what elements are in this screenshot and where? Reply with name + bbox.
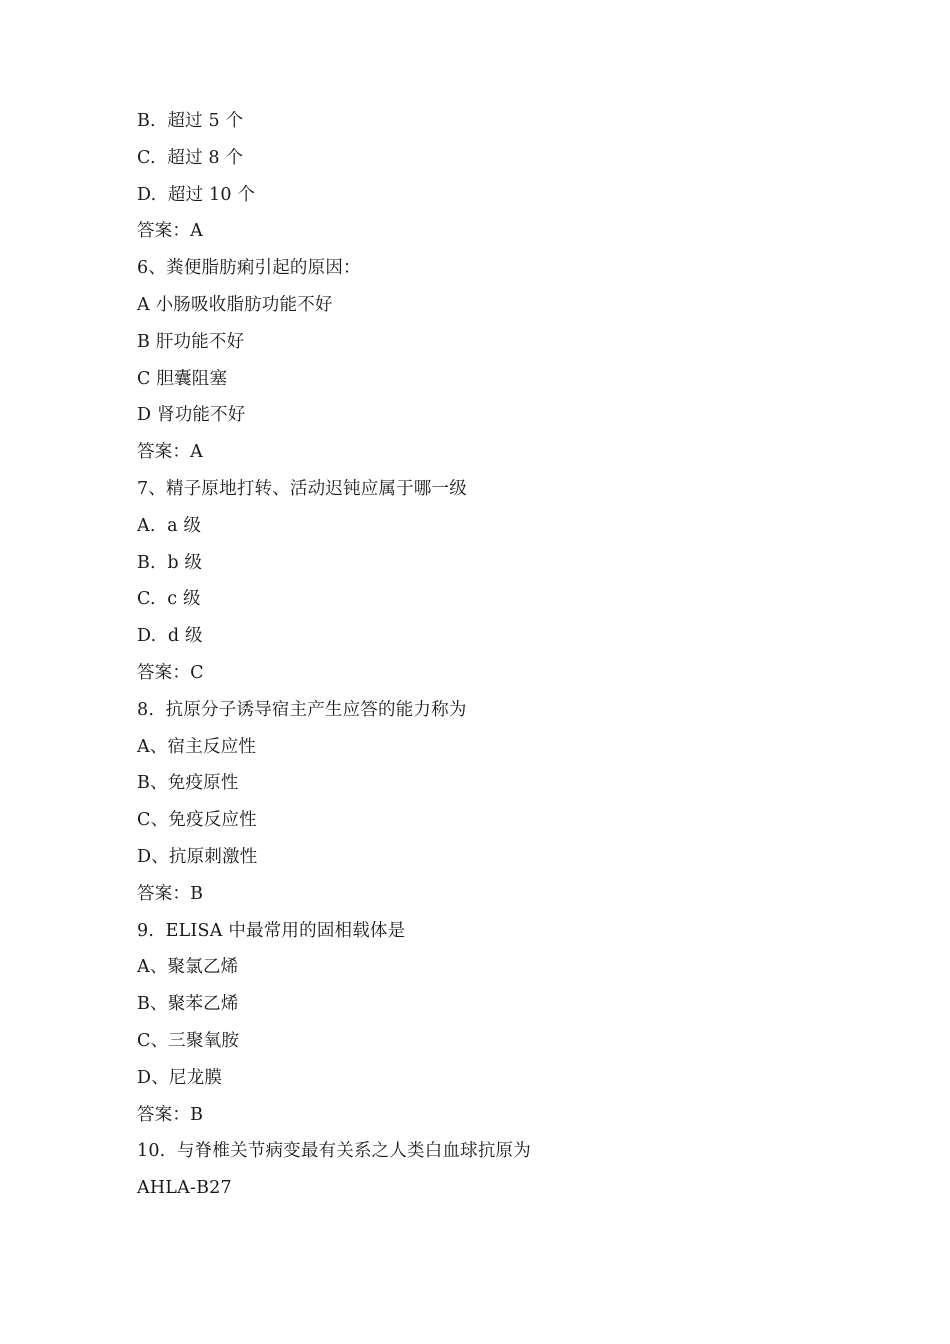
- option-c-q8: C、免疫反应性: [137, 810, 257, 831]
- option-b-q6: B 肝功能不好: [137, 331, 245, 352]
- option-c-q5: C. 超过 8 个: [137, 147, 244, 168]
- question-list: [137, 107, 837, 1211]
- question-7: 7、精子原地打转、活动迟钝应属于哪一级: [137, 478, 467, 499]
- option-a-q6: A 小肠吸收脂肪功能不好: [137, 294, 333, 315]
- option-b-q5: B. 超过 5 个: [137, 111, 244, 131]
- option-a-q7: A. a 级: [137, 515, 202, 536]
- question-6: 6、粪便脂肪痢引起的原因：: [137, 258, 361, 279]
- question-9: 9. ELISA 中最常用的固相载体是: [137, 920, 406, 941]
- option-a-q10: AHLA-B27: [137, 1178, 232, 1199]
- answer-q8: 答案：B: [137, 883, 204, 904]
- option-d-q5: D. 超过 10 个: [137, 184, 256, 205]
- answer-q7: 答案：C: [137, 662, 204, 683]
- question-10: 10. 与脊椎关节病变最有关系之人类白血球抗原为: [137, 1141, 531, 1162]
- option-a-q8: A、宿主反应性: [137, 736, 257, 757]
- option-c-q9: C、三聚氧胺: [137, 1030, 240, 1051]
- option-d-q6: D 肾功能不好: [137, 405, 246, 426]
- option-c-q6: C 胆囊阻塞: [137, 368, 228, 389]
- option-d-q9: D、尼龙膜: [137, 1067, 223, 1088]
- answer-q5: 答案：A: [137, 221, 203, 242]
- option-b-q7: B. b 级: [137, 552, 203, 573]
- option-d-q7: D. d 级: [137, 626, 203, 647]
- question-8: 8. 抗原分子诱导宿主产生应答的能力称为: [137, 699, 467, 720]
- option-c-q7: C. c 级: [137, 589, 201, 610]
- answer-q9: 答案：B: [137, 1104, 204, 1125]
- answer-q6: 答案：A: [137, 442, 203, 463]
- option-b-q8: B、免疫原性: [137, 773, 239, 794]
- option-d-q8: D、抗原刺激性: [137, 846, 258, 867]
- option-a-q9: A、聚氯乙烯: [137, 957, 239, 978]
- option-b-q9: B、聚苯乙烯: [137, 994, 239, 1015]
